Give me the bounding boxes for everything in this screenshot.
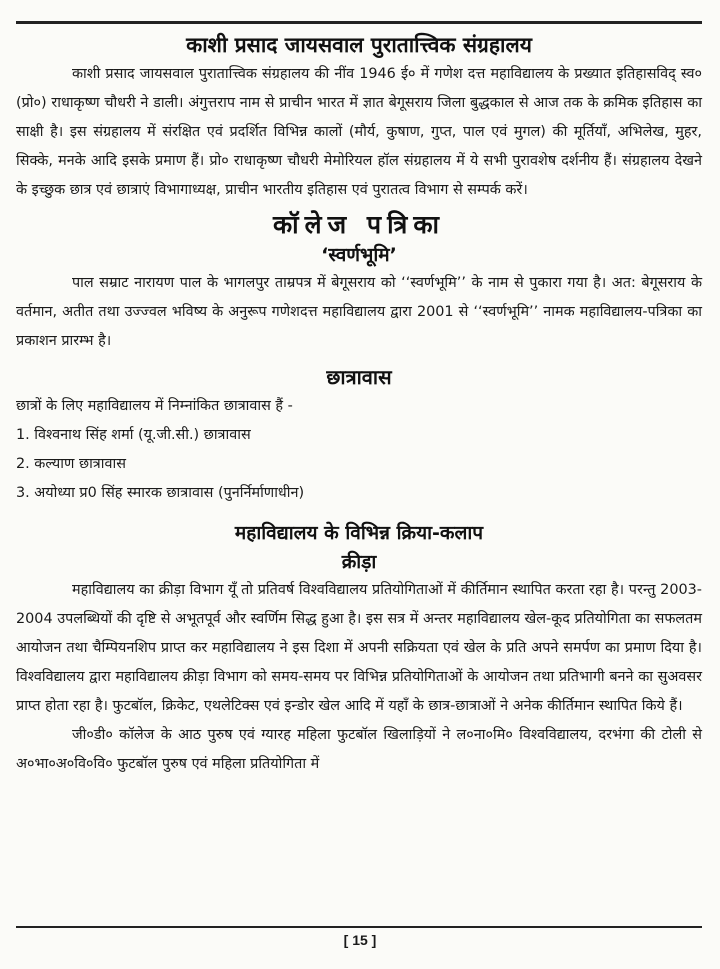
hostel-heading: छात्रावास	[326, 365, 392, 389]
top-rule	[16, 21, 702, 24]
page-content	[16, 30, 702, 779]
magazine-subheading: ‘स्वर्णभूमि’	[321, 244, 397, 266]
sports-subheading: क्रीड़ा	[341, 551, 377, 573]
hostel-intro: छात्रों के लिए महाविद्यालय में निम्नांकित छात्रावास हैं -	[16, 398, 293, 414]
sports-paragraph-1: महाविद्यालय का क्रीड़ा विभाग यूँ तो प्रतिवर्ष विश्वविद्यालय प्रतियोगिताओं में कीर्तिमान स्थापित करता रहा है। परन्तु 2003-2004 उपलब्धियों की दृष्टि से अभूतपूर्व और स्वर्णिम सिद्ध हुआ है। इस सत्र में अन्तर महाविद्यालय खेल-कूद प्रतियोगिता का सफलतम आयोजन तथा चैम्पियनशिप प्राप्त कर महाविद्यालय ने इस दिशा में अपनी सक्रियता एवं खेल के प्रति अपने समर्पण का प्रमाण दिया है। विश्वविद्यालय द्वारा महाविद्यालय क्रीड़ा विभाग को समय-समय पर विभिन्न प्रतियोगिताओं के आयोजन तथा प्रतिभागी बनने का सुअवसर प्राप्त होता रहा है। फुटबॉल, क्रिकेट, एथलेटिक्स एवं इन्डोर खेल आदि में यहाँ के छात्र-छात्राओं ने अनेक कीर्तिमान स्थापित किये हैं।	[16, 582, 702, 714]
museum-heading: काशी प्रसाद जायसवाल पुरातात्त्विक संग्रहालय	[186, 33, 532, 57]
hostel-item-1: 1. विश्वनाथ सिंह शर्मा (यू.जी.सी.) छात्रावास	[16, 427, 251, 443]
page-number: [ 15 ]	[343, 932, 377, 948]
magazine-heading: कॉलेज पत्रिका	[272, 210, 446, 239]
sports-paragraph-2: जी०डी० कॉलेज के आठ पुरुष एवं ग्यारह महिला फुटबॉल खिलाड़ियों ने ल०ना०मि० विश्वविद्यालय, दरभंगा की टोली से अ०भा०अ०वि०वि० फुटबॉल पुरुष एवं महिला प्रतियोगिता में	[16, 727, 702, 772]
hostel-item-2: 2. कल्याण छात्रावास	[16, 456, 126, 472]
bottom-rule	[16, 926, 702, 928]
hostel-item-3: 3. अयोध्या प्र0 सिंह स्मारक छात्रावास (पुनर्निर्माणाधीन)	[16, 485, 305, 501]
museum-paragraph: काशी प्रसाद जायसवाल पुरातात्त्विक संग्रहालय की नींव 1946 ई० में गणेश दत्त महाविद्यालय के प्रख्यात इतिहासविद् स्व० (प्रो०) राधाकृष्ण चौधरी ने डाली। अंगुत्तराप नाम से प्राचीन भारत में ज्ञात बेगूसराय जिला बुद्धकाल से आज तक के क्रमिक इतिहास का साक्षी है। इस संग्रहालय में संरक्षित एवं प्रदर्शित विभिन्न कालों (मौर्य, कुषाण, गुप्त, पाल एवं मुगल) की मूर्तियाँ, अभिलेख, मुहर, सिक्के, मनके आदि इसके प्रमाण हैं। प्रो० राधाकृष्ण चौधरी मेमोरियल हॉल संग्रहालय में ये सभी पुरावशेष दर्शनीय हैं। संग्रहालय देखने के इच्छुक छात्र एवं छात्राएं विभागाध्यक्ष, प्राचीन भारतीय इतिहास एवं पुरातत्व विभाग से सम्पर्क करें।	[16, 66, 702, 198]
activities-heading: महाविद्यालय के विभिन्न क्रिया-कलाप	[234, 522, 484, 544]
magazine-paragraph: पाल सम्राट नारायण पाल के भागलपुर ताम्रपत्र में बेगूसराय को ‘‘स्वर्णभूमि’’ के नाम से पुकारा गया है। अत: बेगूसराय के वर्तमान, अतीत तथा उज्ज्वल भविष्य के अनुरूप गणेशदत्त महाविद्यालय द्वारा 2001 से ‘‘स्वर्णभूमि’’ नामक महाविद्यालय-पत्रिका का प्रकाशन प्रारम्भ है।	[16, 275, 702, 349]
